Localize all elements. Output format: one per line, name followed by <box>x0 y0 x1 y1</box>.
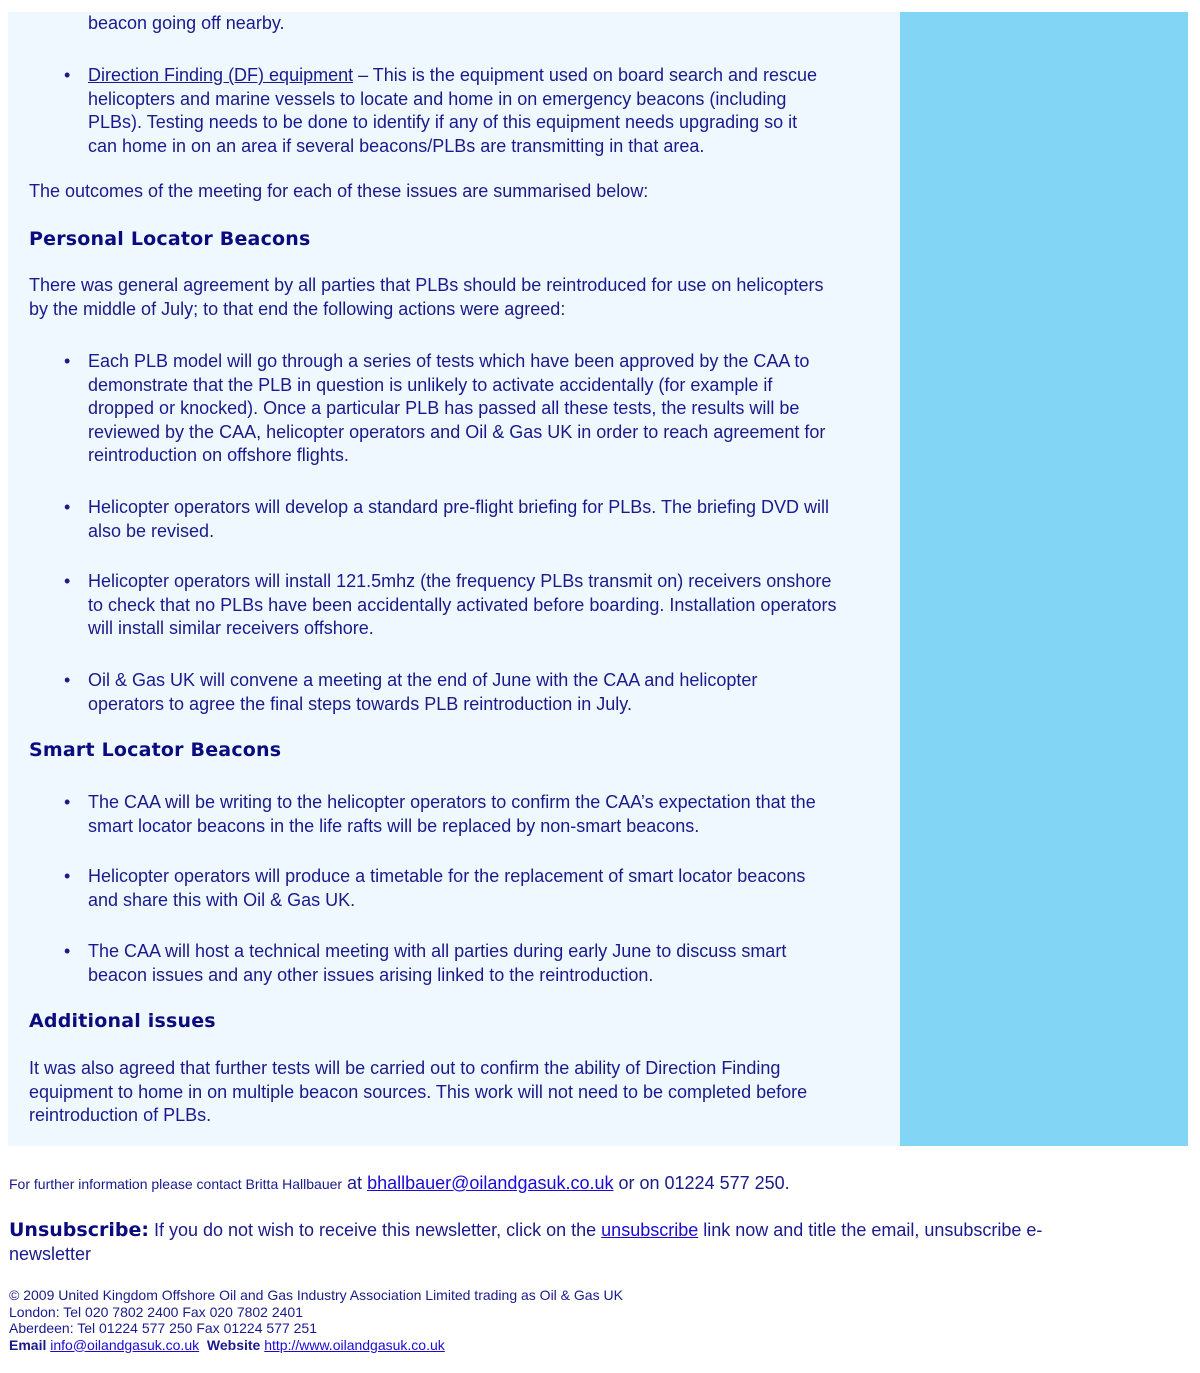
sidebar-panel <box>900 12 1188 1146</box>
plb-item-line: Helicopter operators will install 121.5mhz (the frequency PLBs transmit on) receivers onshore <box>88 571 832 591</box>
plb-heading: Personal Locator Beacons <box>29 228 311 250</box>
website-label: Website <box>206 1336 261 1353</box>
unsubscribe-text: link now and title the email, unsubscribe e- <box>698 1220 1043 1240</box>
outcomes-paragraph: The outcomes of the meeting for each of these issues are summarised below: <box>29 181 649 201</box>
additional-line: It was also agreed that further tests will be carried out to confirm the ability of Direction Finding <box>29 1058 781 1078</box>
plb-item-line: also be revised. <box>88 520 215 541</box>
website-link[interactable]: http://www.oilandgasuk.co.uk <box>264 1336 445 1353</box>
slb-item-line: and share this with Oil & Gas UK. <box>88 889 356 910</box>
plb-item-line: dropped or knocked). Once a particular PLB has passed all these tests, the results will be <box>88 398 800 418</box>
london-contact: London: Tel 020 7802 2400 Fax 020 7802 2401 <box>9 1303 303 1320</box>
contact-label: For further information please contact Britta Hallbauer <box>9 1176 343 1192</box>
slb-item-3 <box>64 940 898 987</box>
contact-line <box>9 1172 1189 1196</box>
info-email-link[interactable]: info@oilandgasuk.co.uk <box>50 1336 200 1353</box>
list-item-df <box>64 64 898 158</box>
plb-item-4 <box>64 669 898 716</box>
slb-item-1 <box>64 791 898 838</box>
slb-item-line: Helicopter operators will produce a timetable for the replacement of smart locator beacons <box>88 866 806 886</box>
bullet-icon: • <box>64 866 71 886</box>
additional-paragraph <box>29 1057 895 1128</box>
copyright-block <box>9 1287 623 1353</box>
plb-item-line: Oil & Gas UK will convene a meeting at the end of June with the CAA and helicopter <box>88 670 758 690</box>
bullet-icon: • <box>64 65 71 85</box>
aberdeen-contact: Aberdeen: Tel 01224 577 250 Fax 01224 577 251 <box>9 1320 317 1336</box>
contact-phone: or on 01224 577 250. <box>613 1173 790 1193</box>
bullet-icon: • <box>64 941 71 961</box>
plb-item-line: Helicopter operators will develop a standard pre-flight briefing for PLBs. The briefing DVD will <box>88 497 830 517</box>
contact-at: at <box>342 1173 368 1193</box>
slb-item-line: The CAA will host a technical meeting with all parties during early June to discuss smart <box>88 941 787 961</box>
intro-tail: beacon going off nearby. <box>88 13 285 33</box>
bullet-icon: • <box>64 351 71 371</box>
plb-item-3 <box>64 570 898 641</box>
plb-item-1 <box>64 350 898 468</box>
slb-item-line: beacon issues and any other issues arising linked to the reintroduction. <box>88 964 654 985</box>
df-text-line: PLBs). Testing needs to be done to identify if any of this equipment needs upgrading so it <box>88 112 798 132</box>
plb-item-line: to check that no PLBs have been accidentally activated before boarding. Installation operators <box>88 594 837 615</box>
df-text-line: can home in on an area if several beacons/PLBs are transmitting in that area. <box>88 135 705 156</box>
plb-item-line: Each PLB model will go through a series of tests which have been approved by the CAA to <box>88 351 810 371</box>
unsubscribe-label: Unsubscribe: <box>9 1219 149 1241</box>
df-text-line: helicopters and marine vessels to locate and home in on emergency beacons (including <box>88 88 787 109</box>
plb-item-2 <box>64 496 898 543</box>
slb-item-line: The CAA will be writing to the helicopter operators to confirm the CAA’s expectation that the <box>88 792 816 812</box>
df-text-line: – This is the equipment used on board search and rescue <box>353 65 818 85</box>
bullet-icon: • <box>64 670 71 690</box>
contact-email-link[interactable]: bhallbauer@oilandgasuk.co.uk <box>367 1173 614 1193</box>
plb-intro-line: by the middle of July; to that end the following actions were agreed: <box>29 298 566 319</box>
email-website-line <box>9 1337 623 1354</box>
unsubscribe-link[interactable]: unsubscribe <box>601 1220 699 1240</box>
slb-item-line: smart locator beacons in the life rafts will be replaced by non-smart beacons. <box>88 815 700 836</box>
additional-line: reintroduction of PLBs. <box>29 1105 212 1125</box>
df-equipment-link[interactable]: Direction Finding (DF) equipment <box>88 65 354 85</box>
additional-line: equipment to home in on multiple beacon sources. This work will not need to be completed before <box>29 1081 808 1102</box>
unsubscribe-block <box>9 1218 1159 1266</box>
bullet-icon: • <box>64 792 71 812</box>
plb-item-line: demonstrate that the PLB in question is unlikely to activate accidentally (for example if <box>88 374 773 395</box>
plb-item-line: will install similar receivers offshore. <box>88 618 374 638</box>
plb-intro <box>29 274 895 321</box>
bullet-icon: • <box>64 497 71 517</box>
additional-heading: Additional issues <box>29 1010 216 1032</box>
copyright-text: © 2009 United Kingdom Offshore Oil and Gas Industry Association Limited trading as Oil & Gas UK <box>9 1287 623 1303</box>
plb-item-line: operators to agree the final steps towards PLB reintroduction in July. <box>88 693 632 714</box>
plb-item-line: reviewed by the CAA, helicopter operators and Oil & Gas UK in order to reach agreement for <box>88 421 826 442</box>
unsubscribe-text: newsletter <box>9 1244 92 1264</box>
slb-heading: Smart Locator Beacons <box>29 739 282 761</box>
plb-item-line: reintroduction on offshore flights. <box>88 445 349 465</box>
plb-intro-line: There was general agreement by all parties that PLBs should be reintroduced for use on helicopters <box>29 275 824 295</box>
email-label: Email <box>9 1336 47 1353</box>
unsubscribe-text: If you do not wish to receive this newsletter, click on the <box>148 1220 602 1240</box>
bullet-icon: • <box>64 571 71 591</box>
slb-item-2 <box>64 865 898 912</box>
